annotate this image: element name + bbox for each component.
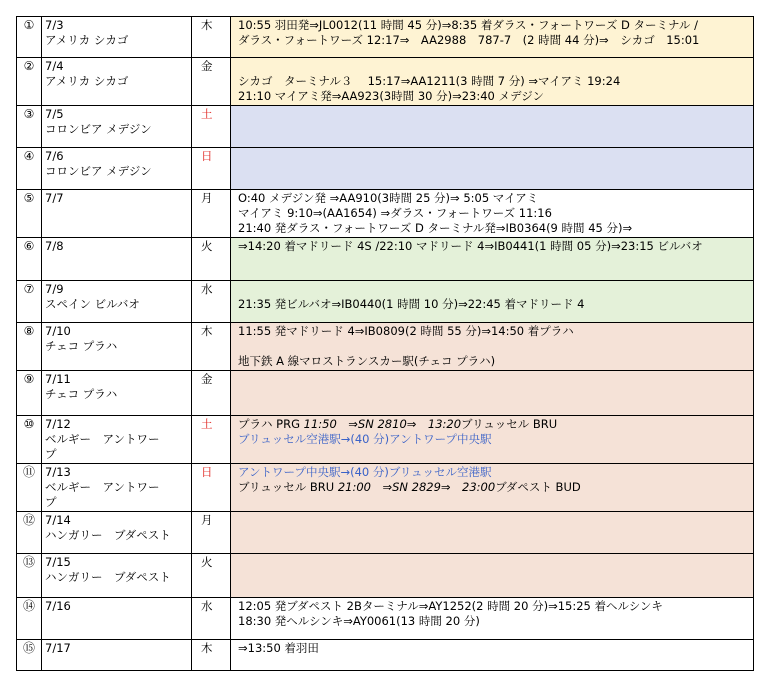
arrival: ブダペスト BUD [495,480,581,494]
details-cell [231,148,754,190]
row-number: ① [17,17,42,58]
date-place-cell [42,323,192,371]
details-cell [231,58,754,106]
detail-line: シカゴ ターミナル３ 15:17⇒AA1211(3 時間 7 分) ⇒マイアミ 19:24 [238,74,621,88]
date: 7/3 [45,18,64,32]
date: 7/8 [45,239,64,253]
itinerary-document [16,16,754,671]
place: ハンガリー ブダペスト [45,528,171,542]
table-row [17,281,754,323]
date-place-cell [42,106,192,148]
detail-line: O:40 メデジン発 ⇒AA910(3時間 25 分)⇒ 5:05 マイアミ [238,191,539,205]
place: ハンガリー ブダペスト [45,570,171,584]
details-cell [231,554,754,598]
weekday: 月 [192,190,231,238]
train-line: ブリュッセル空港駅→(40 分)アントワープ中央駅 [238,432,492,446]
table-row [17,640,754,671]
place: チェコ プラハ [45,339,118,353]
table-row [17,598,754,640]
date: 7/11 [45,372,71,386]
table-row [17,58,754,106]
weekday: 土 [192,416,231,464]
weekday: 日 [192,464,231,512]
weekday: 月 [192,512,231,554]
table-row [17,106,754,148]
details-cell [231,371,754,416]
row-number: ⑪ [17,464,42,512]
details-cell [231,640,754,671]
train-line: アントワープ中央駅→(40 分)ブリュッセル空港駅 [238,465,492,479]
details-cell [231,464,754,512]
details-cell [231,323,754,371]
weekday: 火 [192,238,231,281]
weekday: 木 [192,323,231,371]
weekday: 木 [192,640,231,671]
row-number: ⑩ [17,416,42,464]
arrival: ブリュッセル BRU [461,417,558,431]
flight-line [238,480,750,495]
details-cell [231,17,754,58]
date-place-cell [42,58,192,106]
place: アメリカ シカゴ [45,74,129,88]
details-cell [231,416,754,464]
table-row [17,238,754,281]
details-cell [231,512,754,554]
place: ベルギー アントワー [45,432,160,446]
detail-line: 地下鉄 A 線マロストランスカー駅(チェコ プラハ) [238,354,496,368]
weekday: 水 [192,281,231,323]
detail-line: マイアミ 9:10⇒(AA1654) ⇒ダラス・フォートワーズ 11:16 [238,206,552,220]
row-number: ⑭ [17,598,42,640]
date-place-cell [42,148,192,190]
weekday: 金 [192,58,231,106]
date: 7/17 [45,641,71,655]
flight-time: 21:00 ⇒SN 2829⇒ 23:00 [337,480,496,494]
date: 7/16 [45,599,71,613]
date-place-cell [42,17,192,58]
date: 7/12 [45,417,71,431]
weekday: 日 [192,148,231,190]
detail-line: ダラス・フォートワーズ 12:17⇒ AA2988 787-7 (2 時間 44 分)⇒ シカゴ 15:01 [238,33,700,47]
row-number: ③ [17,106,42,148]
departure: プラハ PRG [238,417,304,431]
weekday: 水 [192,598,231,640]
weekday: 土 [192,106,231,148]
weekday: 金 [192,371,231,416]
departure: ブリュッセル BRU [238,480,338,494]
date: 7/7 [45,191,64,205]
date: 7/9 [45,282,64,296]
row-number: ⑬ [17,554,42,598]
date: 7/13 [45,465,71,479]
flight-line [238,417,750,432]
detail-line: 12:05 発ブダペスト 2Bターミナル⇒AY1252(2 時間 20 分)⇒15:25 着ヘルシンキ [238,599,663,613]
table-row [17,148,754,190]
date-place-cell [42,598,192,640]
detail-line: 10:55 羽田発⇒JL0012(11 時間 45 分)⇒8:35 着ダラス・フォートワーズ D ターミナル / [238,18,698,32]
details-cell [231,238,754,281]
detail-line: 21:10 マイアミ発⇒AA923(3時間 30 分)⇒23:40 メデジン [238,89,545,103]
date-place-cell [42,238,192,281]
date: 7/4 [45,59,64,73]
table-row [17,190,754,238]
detail-line: 21:35 発ビルバオ⇒IB0440(1 時間 10 分)⇒22:45 着マドリード 4 [238,297,585,311]
date: 7/14 [45,513,71,527]
place-continued: プ [45,447,57,461]
table-row [17,371,754,416]
details-cell [231,190,754,238]
row-number: ⑤ [17,190,42,238]
place: スペイン ビルバオ [45,297,140,311]
date-place-cell [42,371,192,416]
detail-line: ⇒14:20 着マドリード 4S /22:10 マドリード 4⇒IB0441(1 時間 05 分)⇒23:15 ビルバオ [238,239,703,253]
details-cell [231,598,754,640]
detail-line: 11:55 発マドリード 4⇒IB0809(2 時間 55 分)⇒14:50 着プラハ [238,324,574,338]
row-number: ⑫ [17,512,42,554]
detail-line: ⇒13:50 着羽田 [238,641,319,655]
detail-line: 21:40 発ダラス・フォートワーズ D ターミナル発⇒IB0364(9 時間 45 分)⇒ [238,221,633,235]
date-place-cell [42,512,192,554]
row-number: ⑨ [17,371,42,416]
place-continued: プ [45,495,57,509]
place: ベルギー アントワー [45,480,160,494]
date: 7/5 [45,107,64,121]
details-cell [231,106,754,148]
date-place-cell [42,554,192,598]
place: コロンビア メデジン [45,164,152,178]
weekday: 火 [192,554,231,598]
table-row [17,323,754,371]
table-row [17,554,754,598]
place: チェコ プラハ [45,387,118,401]
date-place-cell [42,464,192,512]
detail-line: 18:30 発ヘルシンキ⇒AY0061(13 時間 20 分) [238,614,480,628]
date-place-cell [42,190,192,238]
date: 7/6 [45,149,64,163]
table-row [17,512,754,554]
table-row [17,17,754,58]
date-place-cell [42,281,192,323]
details-cell [231,281,754,323]
date-place-cell [42,640,192,671]
row-number: ⑥ [17,238,42,281]
date-place-cell [42,416,192,464]
table-row [17,464,754,512]
row-number: ⑧ [17,323,42,371]
date: 7/10 [45,324,71,338]
place: コロンビア メデジン [45,122,152,136]
row-number: ④ [17,148,42,190]
flight-time: 11:50 ⇒SN 2810⇒ 13:20 [303,417,462,431]
place: アメリカ シカゴ [45,33,129,47]
table-row [17,416,754,464]
row-number: ⑦ [17,281,42,323]
row-number: ② [17,58,42,106]
date: 7/15 [45,555,71,569]
itinerary-table [16,16,754,671]
row-number: ⑮ [17,640,42,671]
weekday: 木 [192,17,231,58]
